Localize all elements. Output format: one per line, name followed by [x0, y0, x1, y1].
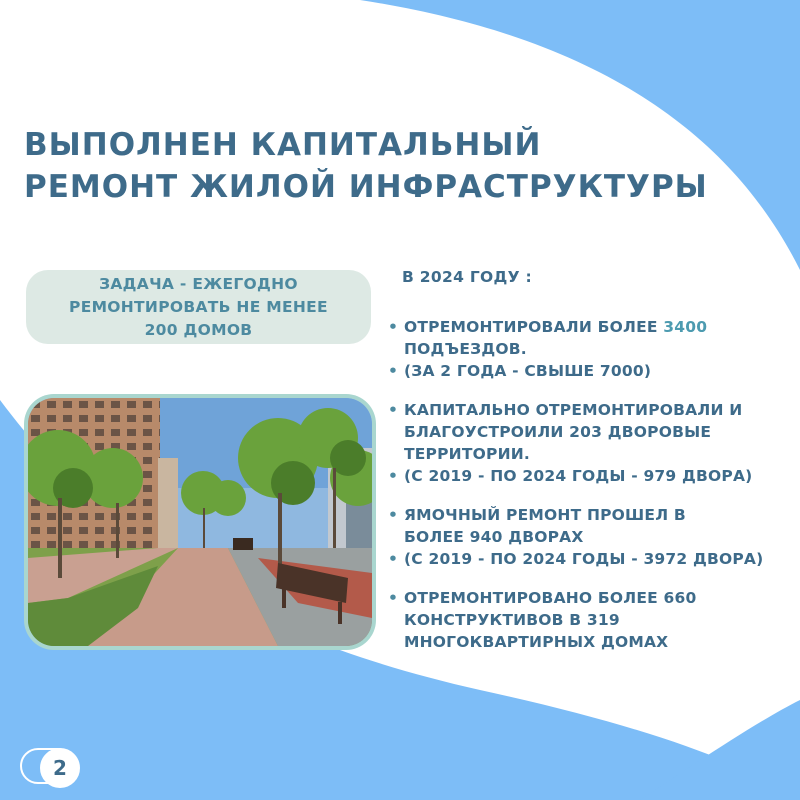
item-1-line-3: • (ЗА 2 ГОДА - СВЫШЕ 7000) — [404, 360, 796, 382]
achievements-list — [386, 316, 796, 670]
item-2-line-2: БЛАГОУСТРОИЛИ 203 ДВОРОВЫЕ — [404, 423, 712, 441]
item-2-line-3: ТЕРРИТОРИИ. — [404, 445, 530, 463]
item-1-number: 3400 — [663, 318, 708, 336]
year-heading: В 2024 ГОДУ : — [402, 268, 533, 286]
task-line-2: РЕМОНТИРОВАТЬ НЕ МЕНЕЕ — [69, 297, 328, 316]
page-number: 2 — [40, 748, 80, 788]
list-item — [386, 399, 796, 487]
item-1-text: ОТРЕМОНТИРОВАЛИ БОЛЕЕ — [404, 318, 664, 336]
street-boulevard-photo — [28, 398, 372, 646]
task-badge — [26, 270, 371, 344]
list-item — [386, 316, 796, 382]
item-2-line-1: • КАПИТАЛЬНО ОТРЕМОНТИРОВАЛИ И — [404, 399, 796, 421]
item-3-line-1: • ЯМОЧНЫЙ РЕМОНТ ПРОШЕЛ В — [404, 504, 796, 526]
task-text — [57, 273, 340, 342]
page-indicator — [12, 748, 84, 786]
item-2-line-4: • (С 2019 - ПО 2024 ГОДЫ - 979 ДВОРА) — [404, 465, 796, 487]
task-line-1: ЗАДАЧА - ЕЖЕГОДНО — [99, 274, 298, 293]
item-3-line-2: БОЛЕЕ 940 ДВОРАХ — [404, 528, 584, 546]
title-line-1: ВЫПОЛНЕН КАПИТАЛЬНЫЙ — [24, 127, 542, 163]
item-4-line-1: • ОТРЕМОНТИРОВАНО БОЛЕЕ 660 — [404, 587, 796, 609]
item-1-line-2: ПОДЪЕЗДОВ. — [404, 340, 527, 358]
item-3-line-3: • (С 2019 - ПО 2024 ГОДЫ - 3972 ДВОРА) — [404, 548, 796, 570]
item-4-line-3: МНОГОКВАРТИРНЫХ ДОМАХ — [404, 633, 669, 651]
task-line-3: 200 ДОМОВ — [144, 320, 253, 339]
list-item — [386, 587, 796, 653]
page-title — [24, 124, 764, 208]
item-1-line-1 — [404, 316, 796, 338]
item-4-line-2: КОНСТРУКТИВОВ В 319 — [404, 611, 620, 629]
list-item — [386, 504, 796, 570]
title-line-2: РЕМОНТ ЖИЛОЙ ИНФРАСТРУКТУРЫ — [24, 169, 708, 205]
